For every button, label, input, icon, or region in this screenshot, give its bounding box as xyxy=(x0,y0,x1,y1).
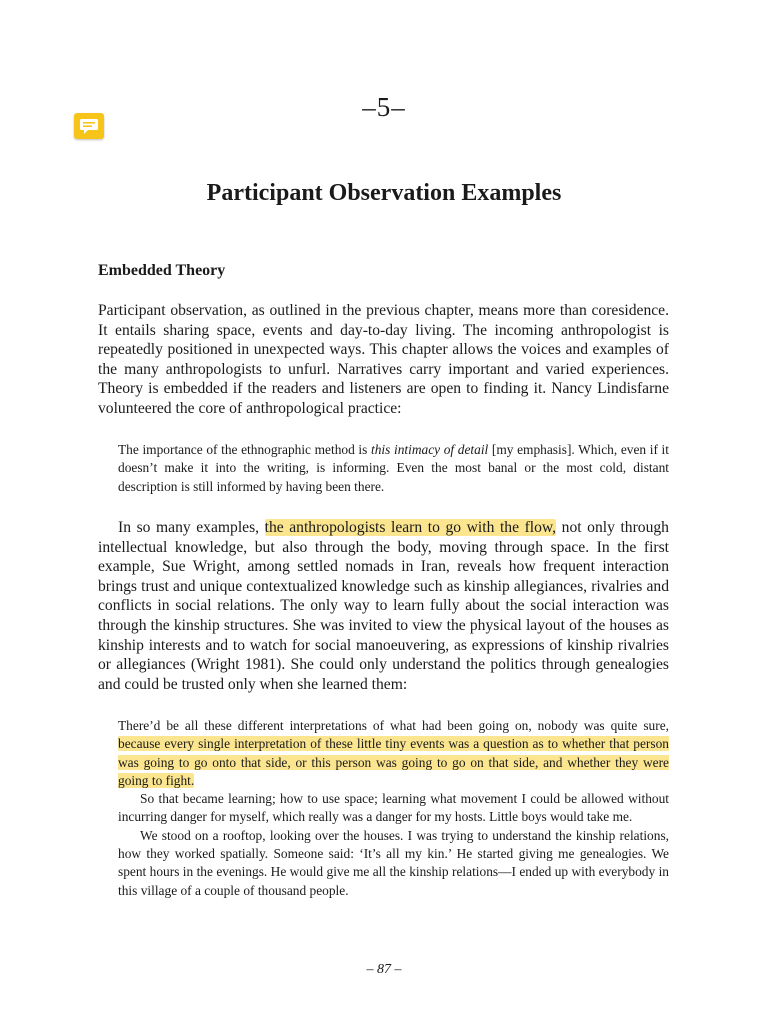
quote-2-paragraph-1 xyxy=(118,717,669,790)
chapter-number: –5– xyxy=(362,92,406,122)
highlight-annotation[interactable]: the anthropologists learn to go with the flow, xyxy=(264,519,557,536)
body-paragraph-2 xyxy=(98,518,669,694)
quote-1-text xyxy=(118,441,669,496)
page-number: – 87 – xyxy=(366,962,402,977)
quote-1-after: [my emphasis]. Which, even if it doesn’t make it into the writing, is informing. Even the most banal or the most cold, distant description is still informed by having been there. xyxy=(118,442,669,494)
quote-1-emphasis: this intimacy of detail xyxy=(371,442,489,457)
para-2-before: In so many examples, xyxy=(118,519,265,536)
quote-2-before: There’d be all these different interpretations of what had been going on, nobody was quite sure, xyxy=(118,718,669,733)
quote-1-before: The importance of the ethnographic method is xyxy=(118,442,371,457)
quote-2-paragraph-3: We stood on a rooftop, looking over the houses. I was trying to understand the kinship relations, how they worked spatially. Someone said: ‘It’s all my kin.’ He started giving me genealogies. We spent hours in the evenings. He would give me all the kinship relations—I ended up with everybody in this village of a couple of thousand people. xyxy=(118,827,669,898)
para-2-after: not only through intellectual knowledge, but also through the body, moving through space. In the first example, Sue Wright, among settled nomads in Iran, reveals how frequent interaction brings trust and unique contextualized knowledge such as kinship allegiances, rivalries and conflicts in social relations. The only way to learn fully about the social interaction was through the kinship structures. She was invited to view the physical layout of the houses as kinship interests and to watch for social manoeuvering, as expressions of kinship rivalries or allegiances (Wright 1981). She could only understand the politics through genealogies and could be trusted only when she learned them: xyxy=(98,519,669,693)
body-paragraph-1: Participant observation, as outlined in the previous chapter, means more than coresidence. It entails sharing space, events and day-to-day living. The incoming anthropologist is repeatedly positioned in unexpected ways. This chapter allows the voices and examples of the many anthropologists to unfurl. Narratives carry important and varied experiences. Theory is embedded if the readers and listeners are open to finding it. Nancy Lindisfarne volunteered the core of anthropological practice: xyxy=(98,302,669,417)
section-heading: Embedded Theory xyxy=(98,262,226,279)
quote-2-paragraph-2: So that became learning; how to use space; learning what movement I could be allowed without incurring danger for myself, which really was a danger for my hosts. Little boys would take me. xyxy=(118,791,669,825)
block-quote-2 xyxy=(118,717,669,900)
block-quote-1 xyxy=(118,441,669,496)
chapter-title: Participant Observation Examples xyxy=(206,180,562,206)
highlight-annotation[interactable]: because every single interpretation of these little tiny events was a question as to whether that person was going to go onto that side, or this person was going to go on that side, and whether they were going to fight. xyxy=(118,736,669,788)
